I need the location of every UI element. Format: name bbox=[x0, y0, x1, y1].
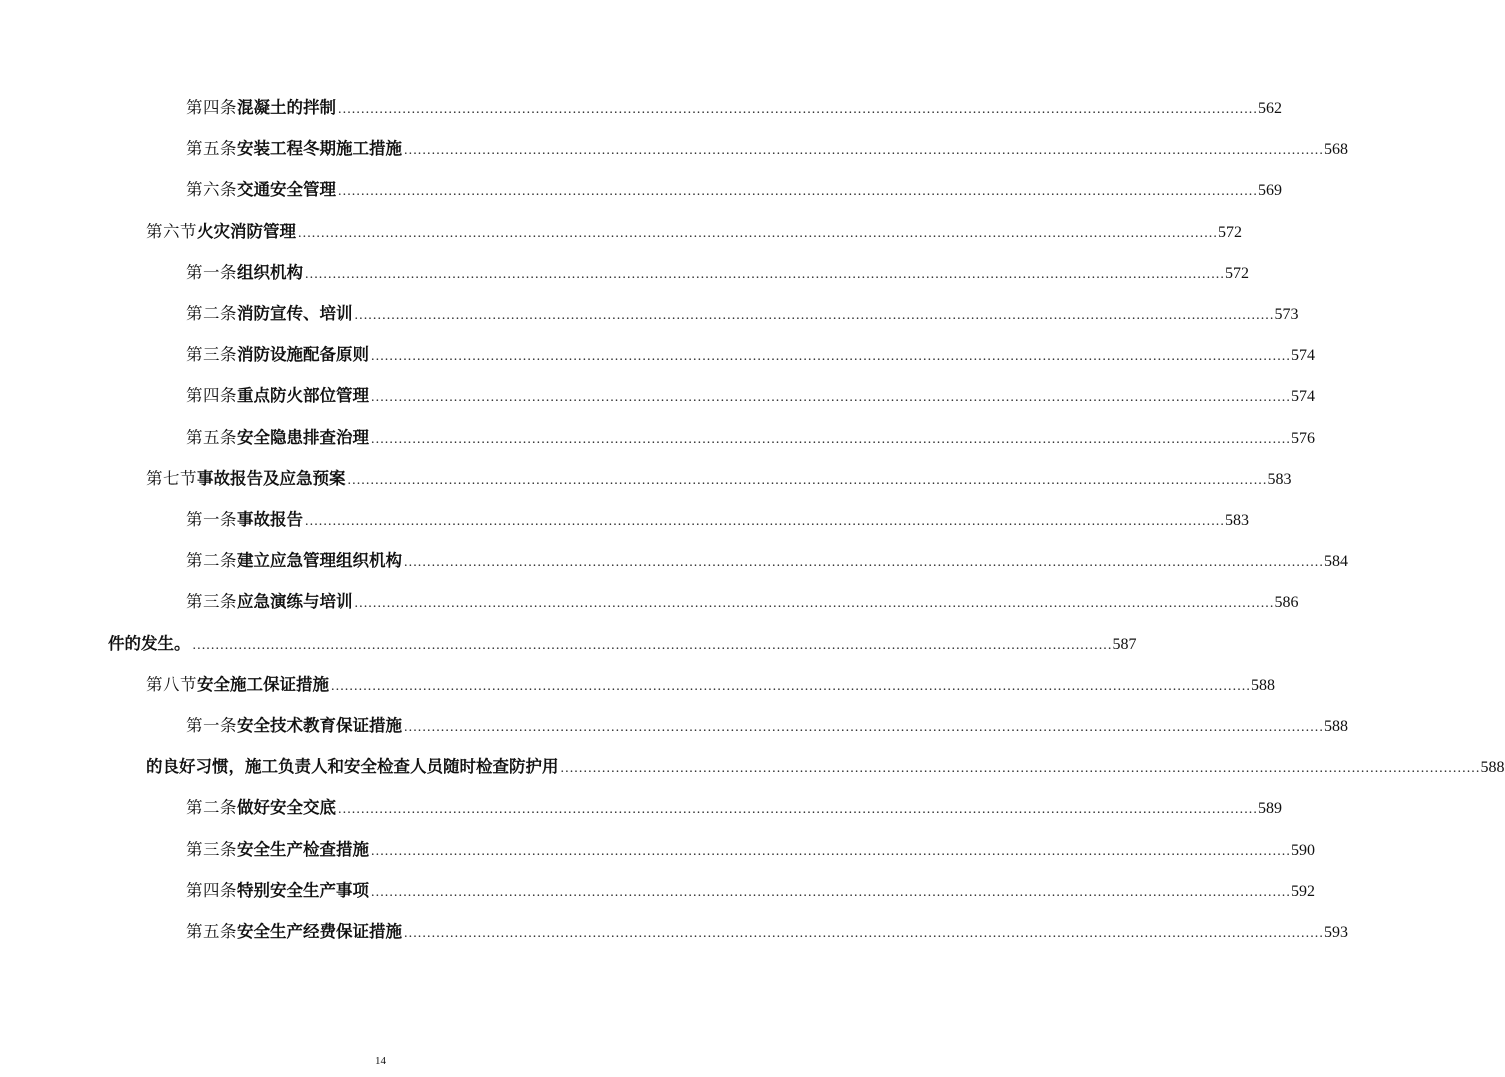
toc-entry-page: 592 bbox=[1291, 882, 1315, 900]
toc-entry-page: 576 bbox=[1291, 429, 1315, 447]
toc-entry-title: 事故报告及应急预案 bbox=[197, 468, 346, 488]
toc-entry[interactable] bbox=[186, 97, 1282, 119]
dot-leader: ........................................................................................................................................................................................................ bbox=[371, 843, 1291, 859]
toc-entry[interactable] bbox=[186, 262, 1249, 284]
toc-entry-page: 584 bbox=[1324, 553, 1348, 571]
dot-leader: ........................................................................................................................................................................................................ bbox=[354, 308, 1275, 323]
toc-entry[interactable] bbox=[146, 468, 1292, 490]
dot-leader: ........................................................................................................................................................................................................ bbox=[338, 102, 1258, 117]
dot-leader: ........................................................................................................................................................................................................ bbox=[305, 514, 1225, 529]
toc-entry-number: 第四条 bbox=[186, 98, 237, 117]
dot-leader: ........................................................................................................................................................................................................ bbox=[347, 472, 1268, 488]
toc-entry[interactable] bbox=[108, 633, 1137, 655]
toc-entry-page: 593 bbox=[1324, 924, 1348, 941]
toc-entry[interactable] bbox=[186, 591, 1299, 613]
page-number: 14 bbox=[375, 1055, 386, 1067]
toc-entry-page: 568 bbox=[1324, 141, 1348, 159]
toc-entry[interactable] bbox=[186, 550, 1348, 572]
toc-entry-title: 安全技术教育保证措施 bbox=[237, 716, 402, 735]
toc-entry-title: 火灾消防管理 bbox=[197, 221, 296, 241]
dot-leader: ........................................................................................................................................................................................................ bbox=[354, 596, 1275, 612]
dot-leader: ........................................................................................................................................................................................................ bbox=[404, 555, 1324, 571]
dot-leader: ........................................................................................................................................................................................................ bbox=[331, 678, 1251, 694]
toc-entry[interactable] bbox=[186, 509, 1249, 531]
toc-entry[interactable] bbox=[186, 839, 1315, 861]
toc-entry-number: 第七节 bbox=[146, 468, 197, 488]
toc-entry-page: 588 bbox=[1251, 676, 1275, 694]
toc-entry-page: 586 bbox=[1274, 594, 1299, 612]
toc-entry[interactable] bbox=[186, 179, 1282, 201]
toc-entry[interactable] bbox=[186, 921, 1348, 943]
toc-entry-number: 第一条 bbox=[186, 716, 237, 735]
toc-entry[interactable] bbox=[186, 138, 1348, 160]
dot-leader: ........................................................................................................................................................................................................ bbox=[338, 184, 1258, 200]
dot-leader: ........................................................................................................................................................................................................ bbox=[404, 720, 1324, 735]
toc-entry-number: 第三条 bbox=[186, 839, 237, 859]
toc-entry-title: 安全生产经费保证措施 bbox=[237, 922, 402, 941]
toc-entry-number: 第二条 bbox=[186, 304, 237, 323]
toc-entry[interactable] bbox=[146, 756, 1505, 778]
toc-entry-page: 589 bbox=[1258, 800, 1282, 818]
dot-leader: ........................................................................................................................................................................................................ bbox=[404, 926, 1324, 941]
dot-leader: ........................................................................................................................................................................................................ bbox=[371, 884, 1291, 900]
toc-entry-number: 第三条 bbox=[186, 345, 237, 365]
toc-entry-number: 第六条 bbox=[186, 180, 237, 200]
toc-entry-number: 第三条 bbox=[186, 592, 237, 612]
toc-entry-number: 第四条 bbox=[186, 880, 237, 900]
toc-entry-number: 第四条 bbox=[186, 386, 237, 406]
toc-entry-number: 第一条 bbox=[186, 510, 237, 529]
dot-leader: ........................................................................................................................................................................................................ bbox=[371, 390, 1291, 406]
toc-entry[interactable] bbox=[146, 221, 1242, 243]
toc-entry-page: 574 bbox=[1291, 347, 1315, 365]
toc-entry[interactable] bbox=[186, 385, 1315, 407]
toc-entry-title: 混凝土的拌制 bbox=[237, 98, 336, 117]
toc-entry[interactable] bbox=[186, 427, 1315, 449]
toc-entry-number: 第六节 bbox=[146, 221, 197, 241]
toc-entry-number: 第五条 bbox=[186, 922, 237, 941]
toc-entry-title: 安装工程冬期施工措施 bbox=[237, 139, 402, 159]
dot-leader: ........................................................................................................................................................................................................ bbox=[371, 431, 1291, 447]
toc-entry-number: 第五条 bbox=[186, 427, 237, 447]
toc-entry-title: 事故报告 bbox=[237, 510, 303, 529]
toc-entry-title: 消防宣传、培训 bbox=[237, 304, 353, 323]
dot-leader: ........................................................................................................................................................................................................ bbox=[305, 266, 1225, 282]
toc-entry[interactable] bbox=[186, 715, 1348, 737]
toc-entry-number: 第二条 bbox=[186, 551, 237, 571]
toc-entry-page: 588 bbox=[1324, 718, 1348, 735]
toc-entry-title: 做好安全交底 bbox=[237, 798, 336, 818]
toc-entry-page: 569 bbox=[1258, 182, 1282, 200]
toc-entry[interactable] bbox=[186, 303, 1299, 325]
toc-entry-page: 588 bbox=[1480, 759, 1505, 777]
toc-entry-title: 安全施工保证措施 bbox=[197, 674, 329, 694]
toc-entry-title: 应急演练与培训 bbox=[237, 592, 353, 612]
dot-leader: ........................................................................................................................................................................................................ bbox=[192, 637, 1113, 653]
toc-entry-title: 组织机构 bbox=[237, 262, 303, 282]
toc-entry-number: 第一条 bbox=[186, 262, 237, 282]
toc-entry-title: 件的发生。 bbox=[108, 633, 191, 653]
toc-entry-title: 安全隐患排查治理 bbox=[237, 427, 369, 447]
toc-entry-page: 572 bbox=[1218, 223, 1242, 241]
toc-entry-title: 建立应急管理组织机构 bbox=[237, 551, 402, 571]
toc-entry-page: 573 bbox=[1274, 306, 1299, 323]
toc-entry-title: 安全生产检查措施 bbox=[237, 839, 369, 859]
dot-leader: ........................................................................................................................................................................................................ bbox=[298, 225, 1218, 241]
toc-entry-page: 562 bbox=[1258, 100, 1282, 117]
toc-entry[interactable] bbox=[186, 797, 1282, 819]
toc-entry-number: 第五条 bbox=[186, 139, 237, 159]
toc-entry-number: 第二条 bbox=[186, 798, 237, 818]
dot-leader: ........................................................................................................................................................................................................ bbox=[560, 761, 1481, 777]
toc-entry-page: 574 bbox=[1291, 388, 1315, 406]
toc-entry-title: 重点防火部位管理 bbox=[237, 386, 369, 406]
dot-leader: ........................................................................................................................................................................................................ bbox=[404, 143, 1324, 159]
toc-entry-title: 特别安全生产事项 bbox=[237, 880, 369, 900]
toc-entry-title: 交通安全管理 bbox=[237, 180, 336, 200]
toc-entry-title: 的良好习惯，施工负责人和安全检查人员随时检查防护用 bbox=[146, 757, 559, 777]
toc-entry-page: 583 bbox=[1267, 470, 1292, 488]
toc-entry[interactable] bbox=[186, 344, 1315, 366]
toc-entry-page: 583 bbox=[1225, 512, 1249, 529]
toc-entry-page: 572 bbox=[1225, 264, 1249, 282]
toc-entry[interactable] bbox=[186, 880, 1315, 902]
toc-entry-number: 第八节 bbox=[146, 674, 197, 694]
toc-entry-page: 587 bbox=[1112, 635, 1137, 653]
dot-leader: ........................................................................................................................................................................................................ bbox=[338, 802, 1258, 818]
toc-entry[interactable] bbox=[146, 674, 1275, 696]
dot-leader: ........................................................................................................................................................................................................ bbox=[371, 349, 1291, 365]
toc-entry-page: 590 bbox=[1291, 841, 1315, 859]
toc-entry-title: 消防设施配备原则 bbox=[237, 345, 369, 365]
